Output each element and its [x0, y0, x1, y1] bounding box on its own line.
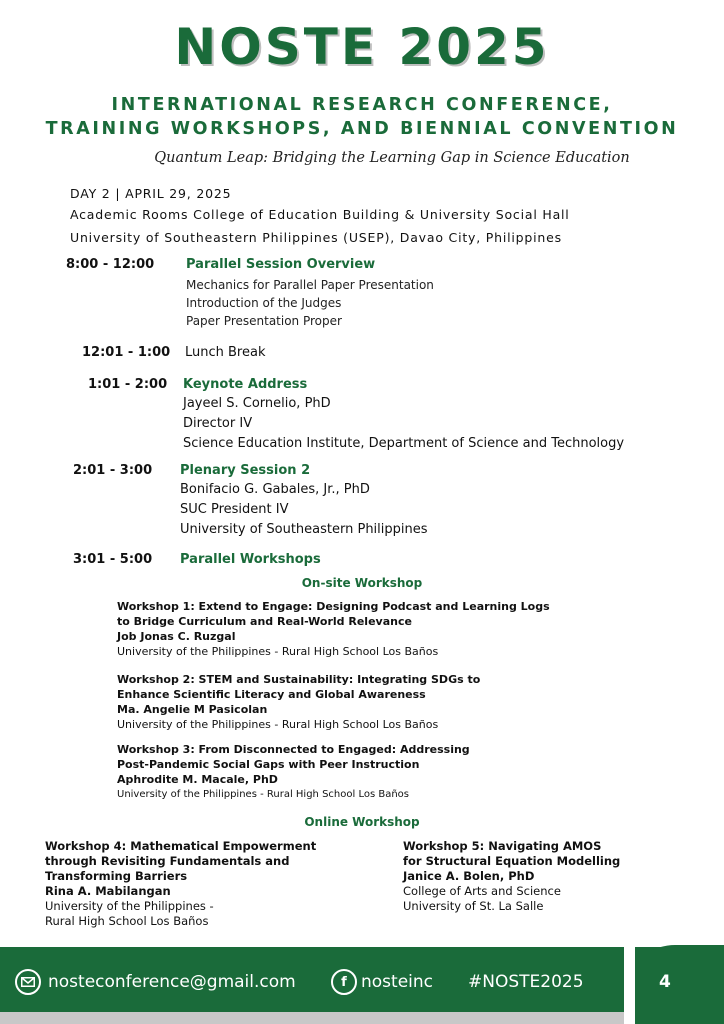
session2-time: 12:01 - 1:00 — [82, 345, 171, 360]
workshop-5-org1: College of Arts and Science — [403, 884, 561, 898]
facebook-handle[interactable]: nosteinc — [361, 972, 434, 992]
venue-line2: University of Southeastern Philippines (USEP), Davao City, Philippines — [70, 230, 562, 245]
hashtag: #NOSTE2025 — [468, 972, 584, 992]
workshop-5-speaker: Janice A. Bolen, PhD — [403, 869, 535, 883]
footer-divider — [624, 945, 635, 1024]
session3-time: 1:01 - 2:00 — [88, 377, 168, 392]
workshop-4-speaker: Rina A. Mabilangan — [45, 884, 171, 898]
session5-time: 3:01 - 5:00 — [73, 552, 153, 567]
workshop-2-title-line1: Workshop 2: STEM and Sustainability: Integrating SDGs to — [117, 673, 481, 686]
workshop-1-title-line1: Workshop 1: Extend to Engage: Designing Podcast and Learning Logs — [117, 600, 550, 613]
session4-time: 2:01 - 3:00 — [73, 463, 153, 478]
workshop-5-title-line1: Workshop 5: Navigating AMOS — [403, 839, 602, 853]
session1-item: Introduction of the Judges — [186, 296, 342, 310]
session3-title: Keynote Address — [183, 377, 308, 392]
session1-title: Parallel Session Overview — [186, 257, 376, 272]
session1-item: Mechanics for Parallel Paper Presentation — [186, 278, 434, 292]
workshop-1-org: University of the Philippines - Rural High School Los Baños — [117, 645, 439, 658]
keynote-speaker: Jayeel S. Cornelio, PhD — [183, 396, 331, 411]
workshop-5-org2: University of St. La Salle — [403, 899, 544, 913]
workshop-1-speaker: Job Jonas C. Ruzgal — [117, 630, 236, 643]
page-number-tab — [635, 945, 724, 1024]
workshop-5 — [403, 839, 620, 914]
footer-grey-strip — [0, 1012, 724, 1024]
workshop-4-org1: University of the Philippines - — [45, 899, 214, 913]
page-number: 4 — [659, 972, 671, 992]
day-date: DAY 2 | APRIL 29, 2025 — [70, 186, 232, 201]
workshop-3-speaker: Aphrodite M. Macale, PhD — [117, 773, 278, 786]
subtitle-line2: TRAINING WORKSHOPS, AND BIENNIAL CONVENTION — [45, 119, 679, 139]
workshop-1 — [117, 599, 550, 659]
session4-title: Plenary Session 2 — [180, 463, 311, 478]
workshop-3-title-line1: Workshop 3: From Disconnected to Engaged: Addressing — [117, 743, 470, 756]
plenary-affiliation: University of Southeastern Philippines — [180, 522, 428, 537]
workshop-2-speaker: Ma. Angelie M Pasicolan — [117, 703, 268, 716]
plenary-position: SUC President IV — [180, 502, 289, 517]
workshop-3-title-line2: Post-Pandemic Social Gaps with Peer Instruction — [117, 758, 420, 771]
keynote-position: Director IV — [183, 416, 253, 431]
workshop-1-title-line2: to Bridge Curriculum and Real-World Relevance — [117, 615, 412, 628]
session1-item: Paper Presentation Proper — [186, 314, 342, 328]
envelope-icon — [15, 969, 41, 995]
subtitle-line1: INTERNATIONAL RESEARCH CONFERENCE, — [111, 95, 613, 115]
workshop-4 — [45, 839, 316, 929]
facebook-icon: f — [331, 969, 357, 995]
online-workshop-heading: Online Workshop — [304, 815, 420, 829]
workshop-2 — [117, 672, 480, 732]
workshop-4-title-line2: through Revisiting Fundamentals and — [45, 854, 290, 868]
workshop-2-title-line2: Enhance Scientific Literacy and Global Awareness — [117, 688, 426, 701]
plenary-speaker: Bonifacio G. Gabales, Jr., PhD — [180, 482, 370, 497]
venue-line1: Academic Rooms College of Education Building & University Social Hall — [70, 207, 570, 222]
workshop-4-title-line3: Transforming Barriers — [45, 869, 188, 883]
workshop-2-org: University of the Philippines - Rural High School Los Baños — [117, 718, 439, 731]
session1-time: 8:00 - 12:00 — [66, 257, 155, 272]
session2-title: Lunch Break — [185, 345, 266, 360]
onsite-workshop-heading: On-site Workshop — [301, 576, 423, 590]
workshop-5-title-line2: for Structural Equation Modelling — [403, 854, 621, 868]
workshop-4-title-line1: Workshop 4: Mathematical Empowerment — [45, 839, 317, 853]
workshop-3-org: University of the Philippines - Rural High School Los Baños — [117, 789, 410, 800]
keynote-affiliation: Science Education Institute, Department of Science and Technology — [183, 436, 625, 451]
workshop-3 — [117, 742, 470, 802]
conference-theme: Quantum Leap: Bridging the Learning Gap in Science Education — [154, 150, 630, 166]
contact-email[interactable]: nosteconference@gmail.com — [48, 972, 296, 992]
session5-title: Parallel Workshops — [180, 552, 321, 567]
conference-title: NOSTE 2025 — [174, 18, 550, 76]
workshop-4-org2: Rural High School Los Baños — [45, 914, 209, 928]
